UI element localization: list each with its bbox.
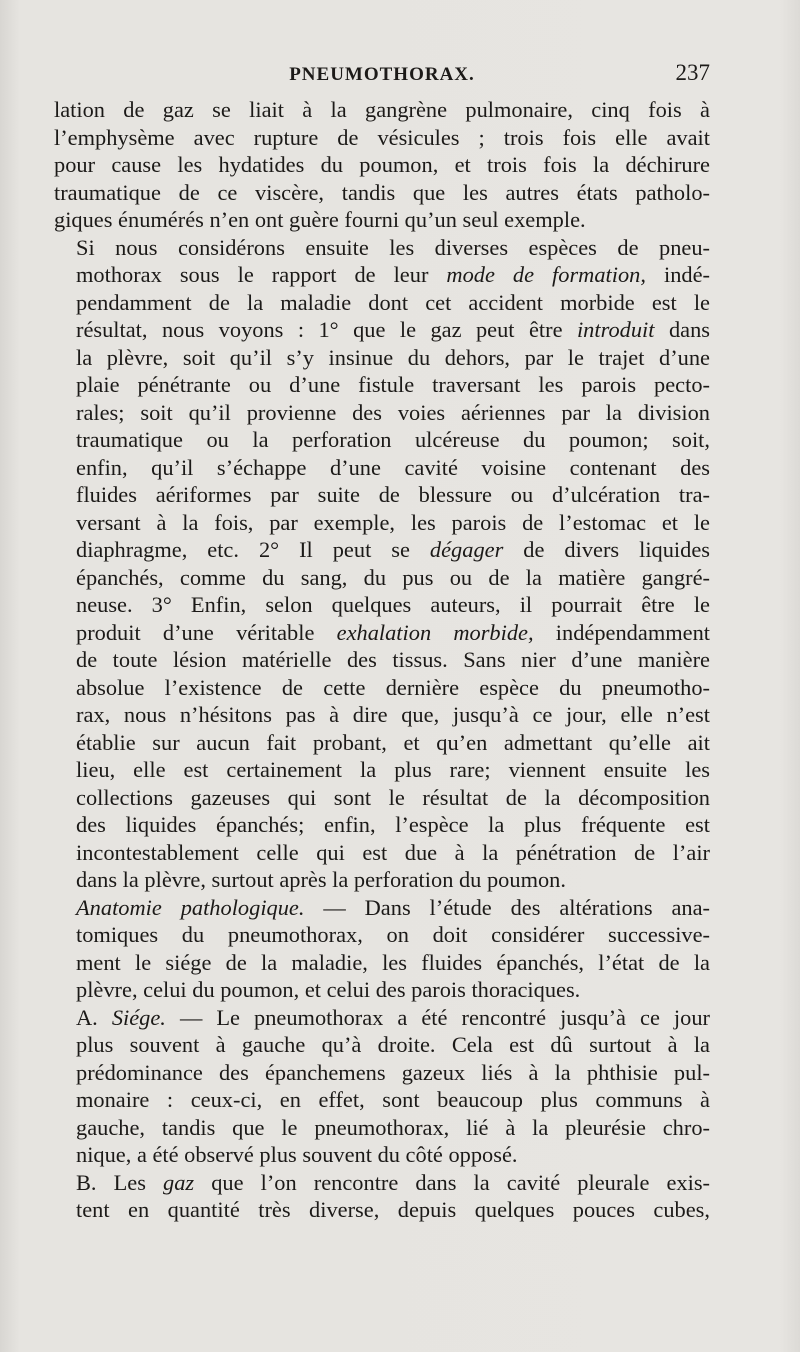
text-line: produit d’une véritable exhalation morbide, indépendamment	[76, 619, 711, 645]
text-line: plèvre, celui du poumon, et celui des parois thoraciques.	[76, 977, 581, 1002]
text-line: neuse. 3° Enfin, selon quelques auteurs, il pourrait être le	[76, 592, 710, 617]
text-line: plaie pénétrante ou d’une fistule traversant les parois pecto-	[76, 372, 710, 397]
text-line: gauche, tandis que le pneumothorax, lié à la pleurésie chro-	[76, 1114, 710, 1140]
text-line: enfin, qu’il s’échappe d’une cavité voisine contenant des	[76, 454, 710, 480]
text-line: ment le siége de la maladie, les fluides épanchés, l’état de la	[76, 949, 710, 975]
paragraph	[54, 894, 710, 1004]
text-line: A. Siége. — Le pneumothorax a été rencontré jusqu’à ce jour	[76, 1004, 710, 1030]
text-line: traumatique ou la perforation ulcéreuse du poumon; soit,	[76, 427, 710, 452]
text-line: incontestablement celle qui est due à la pénétration de l’air	[76, 839, 710, 865]
text-line: Si nous considérons ensuite les diverses espèces de pneu-	[76, 234, 710, 260]
text-line: l’emphysème avec rupture de vésicules ; trois fois elle avait	[54, 124, 710, 150]
text-line: lation de gaz se liait à la gangrène pulmonaire, cinq fois à	[54, 97, 710, 122]
text-line: fluides aériformes par suite de blessure ou d’ulcération tra-	[76, 482, 710, 507]
text-line: pendamment de la maladie dont cet accident morbide est le	[76, 289, 710, 315]
text-line: monaire : ceux-ci, en effet, sont beaucoup plus communs à	[76, 1087, 710, 1112]
text-line: tomiques du pneumothorax, on doit considérer successive-	[76, 922, 710, 947]
text-line: plus souvent à gauche qu’à droite. Cela est dû surtout à la	[76, 1032, 710, 1057]
text-line: diaphragme, etc. 2° Il peut se dégager de divers liquides	[76, 537, 710, 562]
text-line: des liquides épanchés; enfin, l’espèce la plus fréquente est	[76, 812, 710, 837]
running-title: PNEUMOTHORAX.	[289, 64, 475, 85]
italic-text: exhalation morbide,	[336, 619, 534, 645]
text-line: résultat, nous voyons : 1° que le gaz peut être introduit dans	[76, 317, 711, 342]
text-line: de toute lésion matérielle des tissus. Sans nier d’une manière	[76, 647, 710, 672]
italic-text: Anatomie pathologique.	[76, 894, 305, 920]
body-text	[54, 96, 710, 1224]
paragraph	[54, 234, 710, 894]
text-line: établie sur aucun fait probant, et qu’en admettant qu’elle ait	[76, 729, 710, 755]
text-line: dans la plèvre, surtout après la perforation du poumon.	[76, 867, 566, 892]
text-line: rax, nous n’hésitons pas à dire que, jusqu’à ce jour, elle n’est	[76, 702, 710, 727]
text-line: nique, a été observé plus souvent du côté opposé.	[76, 1142, 518, 1167]
italic-text: mode de formation,	[446, 262, 646, 287]
text-line: Anatomie pathologique. — Dans l’étude des altérations ana-	[76, 894, 711, 920]
text-line: rales; soit qu’il provienne des voies aériennes par la division	[76, 399, 710, 425]
text-line: prédominance des épanchemens gazeux liés à la phthisie pul-	[76, 1059, 710, 1085]
italic-text: gaz	[163, 1169, 195, 1195]
page-number: 237	[675, 60, 710, 85]
text-line: lieu, elle est certainement la plus rare; viennent ensuite les	[76, 757, 710, 782]
paragraph	[54, 96, 710, 234]
page-header	[54, 56, 710, 96]
italic-text: introduit	[576, 317, 655, 342]
text-line: épanchés, comme du sang, du pus ou de la matière gangré-	[76, 564, 710, 590]
paragraph	[54, 1004, 710, 1169]
text-line: collections gazeuses qui sont le résultat de la décomposition	[76, 784, 710, 810]
text-line: B. Les gaz que l’on rencontre dans la cavité pleurale exis-	[76, 1169, 710, 1195]
text-line: la plèvre, soit qu’il s’y insinue du dehors, par le trajet d’une	[76, 344, 710, 370]
text-line: mothorax sous le rapport de leur mode de formation, indé-	[76, 262, 710, 287]
text-line: versant à la fois, par exemple, les parois de l’estomac et le	[76, 509, 710, 535]
text-line: tent en quantité très diverse, depuis quelques pouces cubes,	[76, 1197, 710, 1222]
text-line: pour cause les hydatides du poumon, et trois fois la déchirure	[54, 152, 710, 177]
paragraph	[54, 1169, 710, 1224]
text-line: traumatique de ce viscère, tandis que les autres états patholo-	[54, 179, 710, 205]
text-line: absolue l’existence de cette dernière espèce du pneumotho-	[76, 674, 710, 700]
italic-text: dégager	[429, 537, 504, 562]
italic-text: Siége.	[111, 1004, 166, 1030]
text-line: giques énumérés n’en ont guère fourni qu’un seul exemple.	[54, 207, 586, 232]
